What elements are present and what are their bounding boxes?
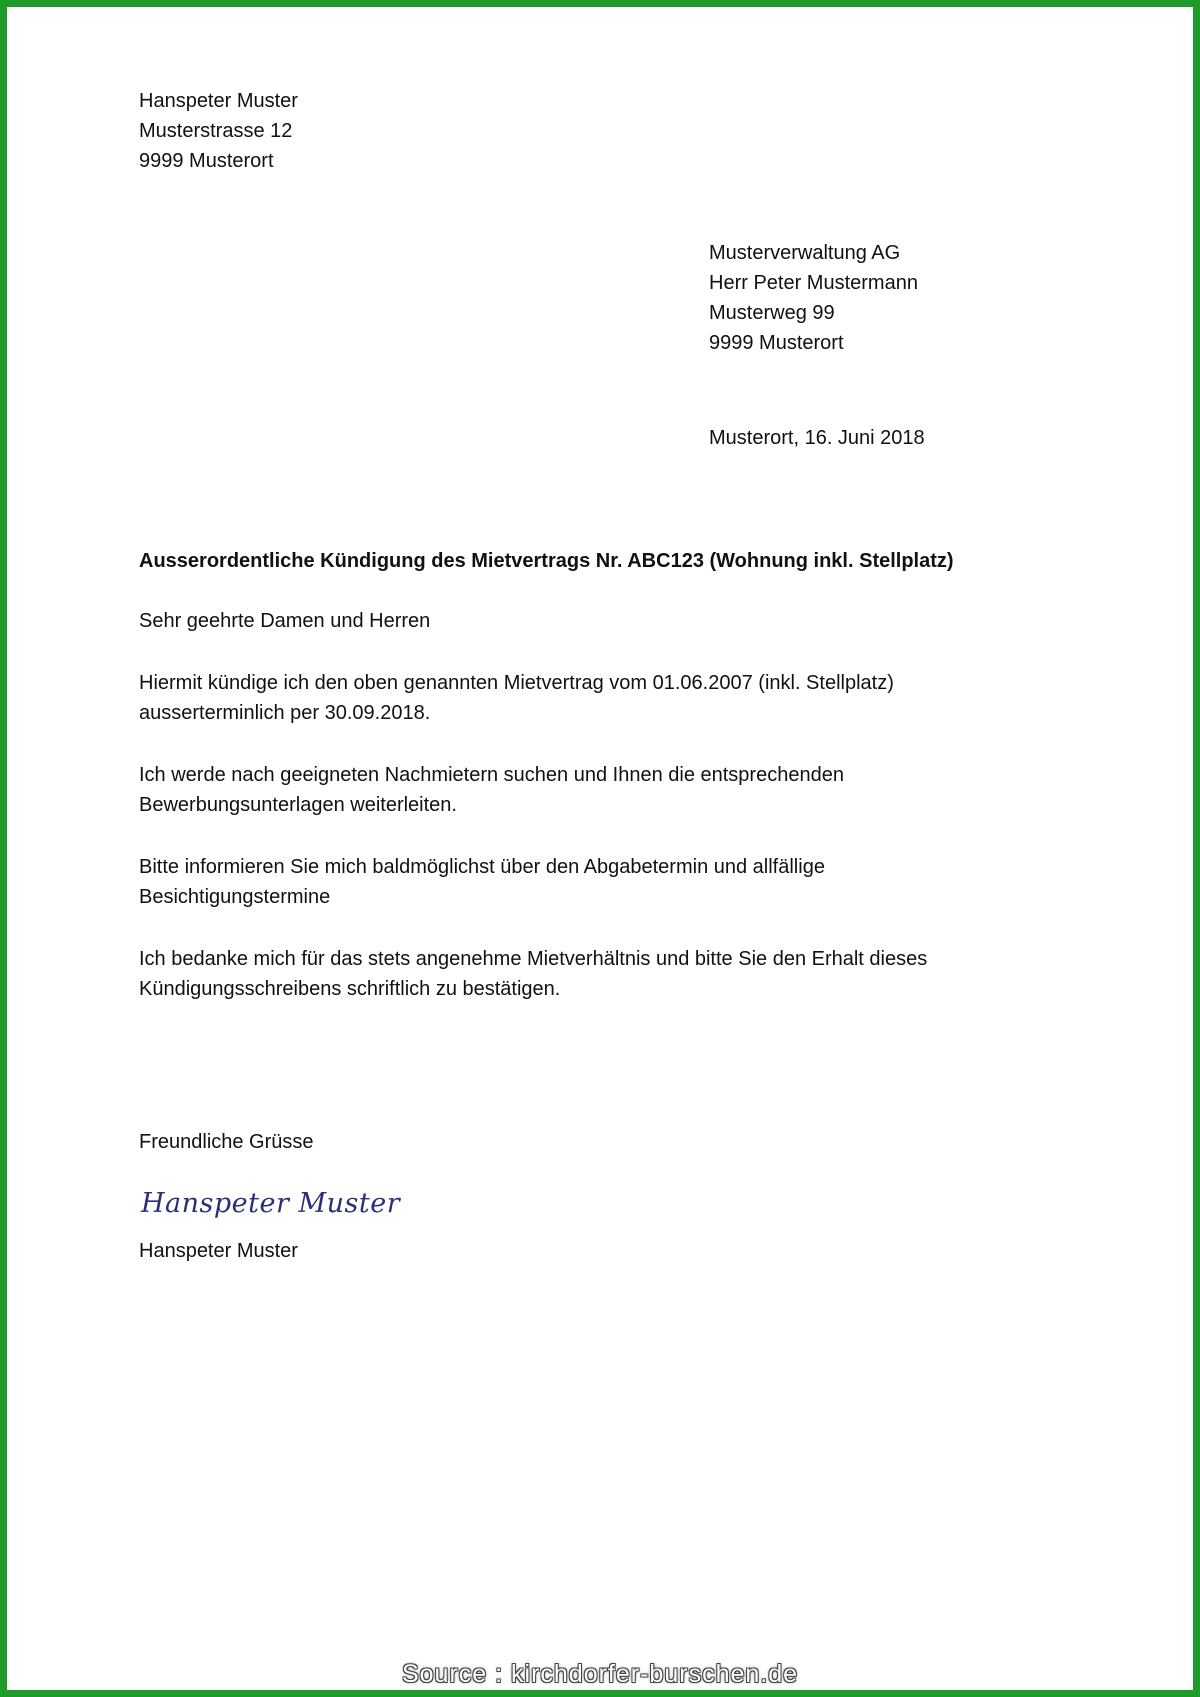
- date-line: Musterort, 16. Juni 2018: [709, 427, 925, 449]
- sender-address: [139, 86, 298, 176]
- paragraph-line: Hiermit kündige ich den oben genannten Mietvertrag vom 01.06.2007 (inkl. Stellplatz): [139, 672, 894, 694]
- paragraph-line: ausserterminlich per 30.09.2018.: [139, 702, 431, 724]
- salutation: Sehr geehrte Damen und Herren: [139, 610, 431, 632]
- paragraph-thanks: [139, 944, 927, 1004]
- source-watermark: Source : kirchdorfer-burschen.de: [401, 1660, 799, 1688]
- recipient-address: [709, 238, 918, 358]
- paragraph-termination: [139, 668, 894, 728]
- paragraph-successor: [139, 760, 844, 820]
- sender-street: Musterstrasse 12: [139, 120, 293, 142]
- subject-line: Ausserordentliche Kündigung des Mietvertrags Nr. ABC123 (Wohnung inkl. Stellplatz): [139, 550, 954, 572]
- recipient-street: Musterweg 99: [709, 302, 835, 324]
- sender-city: 9999 Musterort: [139, 150, 274, 172]
- closing-greeting: Freundliche Grüsse: [139, 1131, 314, 1153]
- paragraph-line: Kündigungsschreibens schriftlich zu bestätigen.: [139, 978, 561, 1000]
- signer-name: Hanspeter Muster: [139, 1240, 298, 1262]
- recipient-city: 9999 Musterort: [709, 332, 844, 354]
- sender-name: Hanspeter Muster: [139, 90, 298, 112]
- paragraph-line: Ich werde nach geeigneten Nachmietern suchen und Ihnen die entsprechenden: [139, 764, 844, 786]
- paragraph-line: Bewerbungsunterlagen weiterleiten.: [139, 794, 457, 816]
- paragraph-handover: [139, 852, 825, 912]
- paragraph-line: Bitte informieren Sie mich baldmöglichst über den Abgabetermin und allfällige: [139, 856, 825, 878]
- handwritten-signature: Hanspeter Muster: [141, 1188, 401, 1219]
- recipient-contact: Herr Peter Mustermann: [709, 272, 918, 294]
- paragraph-line: Besichtigungstermine: [139, 886, 331, 908]
- recipient-company: Musterverwaltung AG: [709, 242, 901, 264]
- paragraph-line: Ich bedanke mich für das stets angenehme Mietverhältnis und bitte Sie den Erhalt dieses: [139, 948, 928, 970]
